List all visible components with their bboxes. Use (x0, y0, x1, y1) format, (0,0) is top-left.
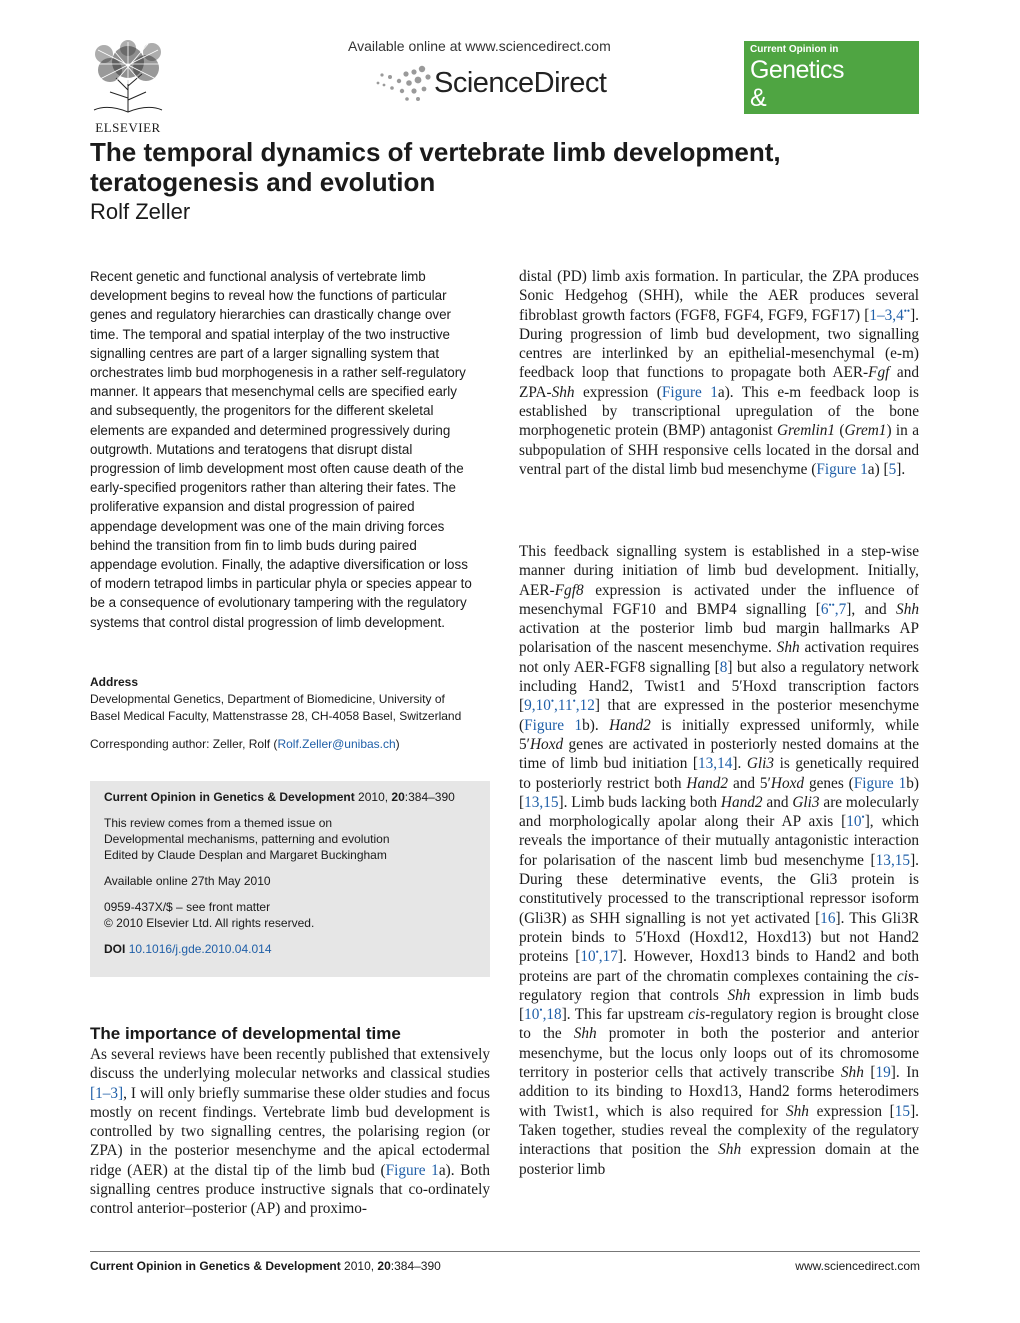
footer-rule (90, 1251, 920, 1252)
paragraph-intro: As several reviews have been recently published that extensively discuss the underlying molecular networks and classical studies [1–3], I will only briefly summarise these older studies and focus mostly on recent findings. Vertebrate limb bud development is controlled by two signalling centres, the polarising region (or ZPA) in the posterior mesenchyme and the apical ectodermal ridge (AER) at the distal tip of the limb bud (Figure 1a). Both signalling centres produce instructive signals that co-ordinately control anterior–posterior (AP) and proximo- (90, 1046, 490, 1218)
infobox-theme2: Developmental mechanisms, patterning and evolution (104, 832, 390, 846)
journal-logo-top: Current Opinion in (750, 44, 839, 55)
address-heading: Address (90, 675, 139, 689)
sciencedirect-dots-icon (374, 63, 432, 103)
body-text-right-1 (519, 267, 919, 479)
infobox-pages: :384–390 (404, 790, 455, 804)
article-title: The temporal dynamics of vertebrate limb development, teratogenesis and evolution (90, 137, 781, 197)
section-heading: The importance of developmental time (90, 1024, 401, 1043)
elsevier-tree-icon (88, 40, 168, 114)
sciencedirect-logo (374, 60, 606, 106)
footer-volume: 20 (377, 1259, 391, 1273)
journal-logo (744, 41, 919, 140)
paragraph-pd: distal (PD) limb axis formation. In particular, the ZPA produces Sonic Hedgehog (SHH), while the AER produces several fibroblast growth factors (FGF8, FGF4, FGF9, FGF17) [1–3,4••]. During progression of limb bud development, two signalling centres are interlinked by an epithelial-mesenchymal (e-m) feedback loop that functions to propagate both AER-Fgf and ZPA-Shh expression (Figure 1a). This e-m feedback loop is established by transcriptional upregulation of the bone morphogenetic protein (BMP) antagonist Gremlin1 (Grem1) in a subpopulation of SHH responsive cells located in the dorsal and ventral part of the distal limb bud mesenchyme (Figure 1a) [5]. (519, 268, 920, 478)
sciencedirect-name: ScienceDirect (434, 66, 607, 99)
infobox-citation (104, 789, 476, 805)
infobox-year: 2010, (358, 790, 389, 804)
address-body (90, 691, 490, 725)
article-author: Rolf Zeller (90, 199, 191, 224)
author-email-link[interactable]: Rolf.Zeller@unibas.ch (277, 737, 396, 751)
footer-year: 2010, (344, 1259, 375, 1273)
address-line1: Developmental Genetics, Department of Biomedicine, University of (90, 692, 445, 706)
body-text-right-2 (519, 542, 919, 1179)
journal-logo-line1: Genetics (750, 56, 844, 84)
infobox-theme1: This review comes from a themed issue on (104, 816, 333, 830)
corresponding-prefix: Corresponding author: Zeller, Rolf ( (90, 737, 278, 751)
body-text-left (90, 1045, 490, 1219)
footer-website[interactable]: www.sciencedirect.com (795, 1259, 920, 1273)
infobox-available: Available online 27th May 2010 (104, 874, 271, 888)
elsevier-logo (88, 40, 168, 135)
footer-citation (90, 1259, 441, 1273)
journal-logo-line2: & Development (750, 84, 891, 140)
infobox-issn: 0959-437X/$ – see front matter (104, 900, 271, 914)
publisher-name: ELSEVIER (95, 120, 161, 135)
infobox-volume: 20 (391, 790, 405, 804)
footer-journal: Current Opinion in Genetics & Development (90, 1259, 341, 1273)
doi-link[interactable]: 10.1016/j.gde.2010.04.014 (128, 942, 272, 956)
article-info-box (90, 781, 490, 977)
paragraph-feedback: This feedback signalling system is established in a step-wise manner during initiation of limb bud development. Initially, AER-Fgf8 expression is activated under the influence of mesenchymal FGF10 and BMP4 signalling [6••,7], and Shh activation at the posterior limb bud margin hallmarks AP polarisation of the nascent mesenchyme. Shh activation requires not only AER-FGF8 signalling [8] but also a regulatory network including Hand2, Twist1 and 5′Hoxd transcription factors [9,10•,11•,12] that are expressed in the posterior mesenchyme (Figure 1b). Hand2 is initially expressed uniformly, while 5′Hoxd genes are activated in posteriorly nested domains at the time of limb bud initiation [13,14]. Gli3 is genetically required to posteriorly restrict both Hand2 and 5′Hoxd genes (Figure 1b) [13,15]. Limb buds lacking both Hand2 and Gli3 are molecularly and morphologically apolar along their AP axis [10•], which reveals the importance of their mutually antagonistic interaction for polarisation of the nascent limb bud mesenchyme [13,15]. During these determinative events, the Gli3 protein is constitutively processed to the transcriptional repressor isoform (Gli3R) as SHH signalling is not yet activated [16]. This Gli3R protein binds to 5′Hoxd (Hoxd12, Hoxd13) but not Hand2 proteins [10•,17]. However, Hoxd13 binds to Hand2 and both proteins are part of the chromatin complexes containing the cis-regulatory region that controls Shh expression in limb buds [10•,18]. This far upstream cis-regulatory region is brought close to the Shh promoter in both the posterior and anterior mesenchyme, but the locus only loops out of its chromosome territory in posterior cells that actively transcribe Shh [19]. In addition to its binding to Hoxd13, Hand2 forms heterodimers with Twist1, which is also required for Shh expression [15]. Taken together, studies reveal the complexity of the regulatory interactions that position the Shh expression domain at the posterior limb (519, 543, 919, 1178)
available-online-text: Available online at www.sciencedirect.com (348, 38, 611, 54)
infobox-doi-label: DOI (104, 942, 126, 956)
corresponding-author (90, 737, 490, 751)
infobox-journal: Current Opinion in Genetics & Development (104, 790, 355, 804)
infobox-copyright: © 2010 Elsevier Ltd. All rights reserved. (104, 916, 315, 930)
abstract (90, 267, 482, 632)
abstract-text: Recent genetic and functional analysis of vertebrate limb development begins to reveal how the functions of particular genes and regulatory hierarchies can drastically change over time. The temporal and spatial interplay of the two instructive signalling centres are part of a larger signalling system that orchestrates limb bud morphogenesis in a rather self-regulatory manner. It appears that mesenchymal cells are specified early and subsequently, the progenitors for the different skeletal elements are expanded and determined progressively during outgrowth. Mutations and teratogens that disrupt distal progression of limb development most often cause death of the early-specified progenitors rather than altering their fates. The proliferative expansion and distal progression of paired appendage development was one of the main driving forces behind the transition from fin to limb buds during paired appendage evolution. Finally, the adaptive diversification or loss of modern tetrapod limbs in particular phyla or species appear to be a consequence of evolutionary tampering with the regulatory systems that control distal progression of limb development. (90, 269, 472, 630)
footer-pages: :384–390 (390, 1259, 441, 1273)
infobox-doi (104, 941, 476, 957)
corresponding-suffix: ) (395, 737, 400, 751)
address-line2: Basel Medical Faculty, Mattenstrasse 28, CH-4058 Basel, Switzerland (90, 709, 462, 723)
infobox-editors: Edited by Claude Desplan and Margaret Buckingham (104, 848, 387, 862)
